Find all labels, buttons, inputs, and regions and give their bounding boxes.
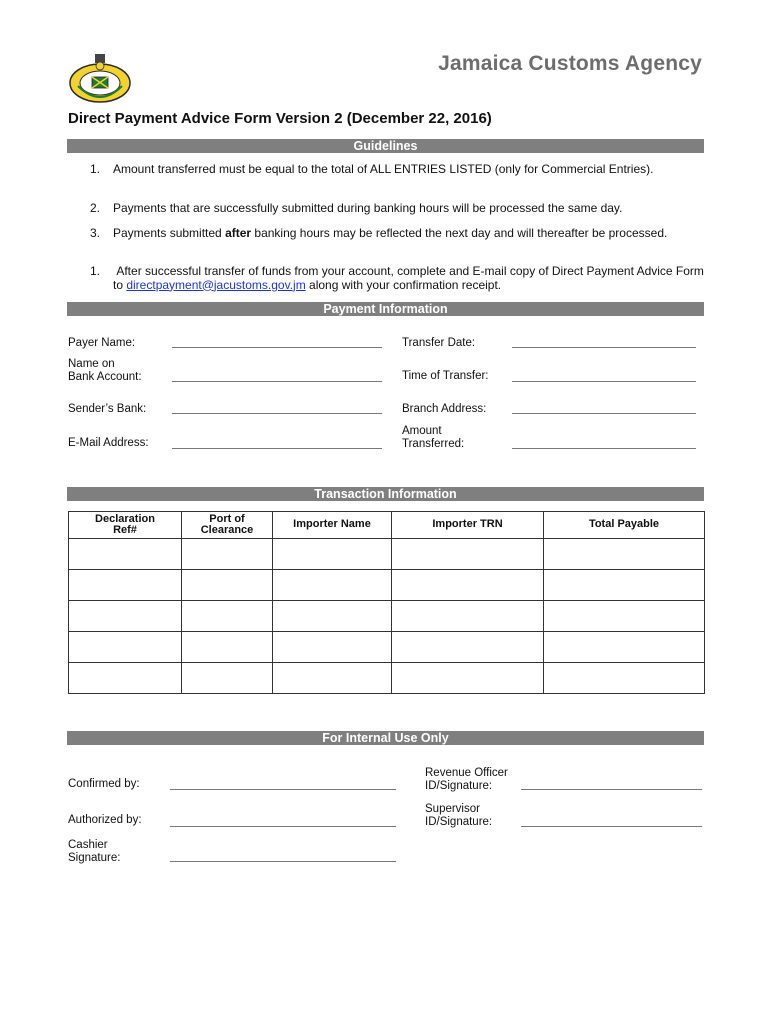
guidelines-section-bar: Guidelines <box>67 139 704 153</box>
supervisor-signature-field[interactable] <box>521 826 702 827</box>
table-cell[interactable] <box>392 570 544 601</box>
senders-bank-field[interactable] <box>172 413 382 414</box>
guideline-text: After successful transfer of funds from your account, complete and E-mail copy of Direct Payment Advice Form to directpayment@jacustoms.gov.jm along with your confirmation receipt. <box>113 264 708 292</box>
transaction-info-section-bar: Transaction Information <box>67 487 704 501</box>
revenue-officer-signature-field[interactable] <box>521 789 702 790</box>
branch-address-field[interactable] <box>512 413 696 414</box>
guideline-number: 1. <box>90 264 101 278</box>
branch-address-label: Branch Address: <box>402 403 487 415</box>
table-row <box>69 570 705 601</box>
senders-bank-label: Sender’s Bank: <box>68 403 147 415</box>
table-row <box>69 632 705 663</box>
agency-name: Jamaica Customs Agency <box>438 52 702 75</box>
table-cell[interactable] <box>544 601 705 632</box>
bank-account-name-field[interactable] <box>172 381 382 382</box>
column-header-port-of-clearance: Port of Clearance <box>182 512 273 539</box>
amount-transferred-label: Amount Transferred: <box>402 425 465 450</box>
table-cell[interactable] <box>273 570 392 601</box>
table-cell[interactable] <box>69 570 182 601</box>
table-cell[interactable] <box>392 601 544 632</box>
table-cell[interactable] <box>69 632 182 663</box>
table-cell[interactable] <box>182 632 273 663</box>
revenue-officer-label: Revenue Officer ID/Signature: <box>425 767 508 792</box>
confirmed-by-field[interactable] <box>170 789 396 790</box>
payer-name-field[interactable] <box>172 347 382 348</box>
table-cell[interactable] <box>392 663 544 694</box>
table-header-row <box>69 512 705 539</box>
table-cell[interactable] <box>544 632 705 663</box>
transfer-date-field[interactable] <box>512 347 696 348</box>
supervisor-label: Supervisor ID/Signature: <box>425 803 493 828</box>
table-cell[interactable] <box>392 632 544 663</box>
column-header-importer-name: Importer Name <box>273 512 392 539</box>
authorized-by-label: Authorized by: <box>68 814 142 826</box>
table-cell[interactable] <box>182 539 273 570</box>
confirmed-by-label: Confirmed by: <box>68 778 140 790</box>
email-address-field[interactable] <box>172 448 382 449</box>
jamaica-customs-crest-icon <box>66 50 134 104</box>
table-cell[interactable] <box>544 663 705 694</box>
guideline-number: 2. <box>90 201 101 215</box>
table-cell[interactable] <box>273 663 392 694</box>
form-title: Direct Payment Advice Form Version 2 (December 22, 2016) <box>68 110 492 127</box>
email-link[interactable]: directpayment@jacustoms.gov.jm <box>126 277 306 292</box>
table-cell[interactable] <box>544 539 705 570</box>
table-cell[interactable] <box>182 570 273 601</box>
emphasis-after: after <box>225 226 252 240</box>
internal-use-section-bar: For Internal Use Only <box>67 731 704 745</box>
table-cell[interactable] <box>273 601 392 632</box>
guideline-number: 3. <box>90 226 101 240</box>
payment-info-section-bar: Payment Information <box>67 302 704 316</box>
transaction-table <box>68 511 705 694</box>
amount-transferred-field[interactable] <box>512 448 696 449</box>
table-cell[interactable] <box>182 601 273 632</box>
time-of-transfer-label: Time of Transfer: <box>402 370 489 382</box>
cashier-signature-field[interactable] <box>170 861 396 862</box>
table-cell[interactable] <box>182 663 273 694</box>
authorized-by-field[interactable] <box>170 826 396 827</box>
table-cell[interactable] <box>69 539 182 570</box>
payer-name-label: Payer Name: <box>68 337 136 349</box>
column-header-declaration-ref: Declaration Ref# <box>69 512 182 539</box>
transfer-date-label: Transfer Date: <box>402 337 476 349</box>
guideline-number: 1. <box>90 162 101 176</box>
guideline-text: Payments submitted after banking hours may be reflected the next day and will thereafter be processed. <box>113 226 668 240</box>
table-cell[interactable] <box>69 601 182 632</box>
column-header-total-payable: Total Payable <box>544 512 705 539</box>
table-row <box>69 663 705 694</box>
table-row <box>69 601 705 632</box>
table-row <box>69 539 705 570</box>
table-cell[interactable] <box>273 539 392 570</box>
name-on-bank-label: Name on Bank Account: <box>68 358 142 383</box>
email-address-label: E-Mail Address: <box>68 437 149 449</box>
table-cell[interactable] <box>69 663 182 694</box>
column-header-importer-trn: Importer TRN <box>392 512 544 539</box>
time-of-transfer-field[interactable] <box>512 381 696 382</box>
guideline-text: Payments that are successfully submitted during banking hours will be processed the same day. <box>113 201 623 215</box>
table-cell[interactable] <box>392 539 544 570</box>
table-cell[interactable] <box>544 570 705 601</box>
table-cell[interactable] <box>273 632 392 663</box>
guideline-text: Amount transferred must be equal to the total of ALL ENTRIES LISTED (only for Commercial Entries). <box>113 162 654 176</box>
cashier-signature-label: Cashier Signature: <box>68 839 121 864</box>
